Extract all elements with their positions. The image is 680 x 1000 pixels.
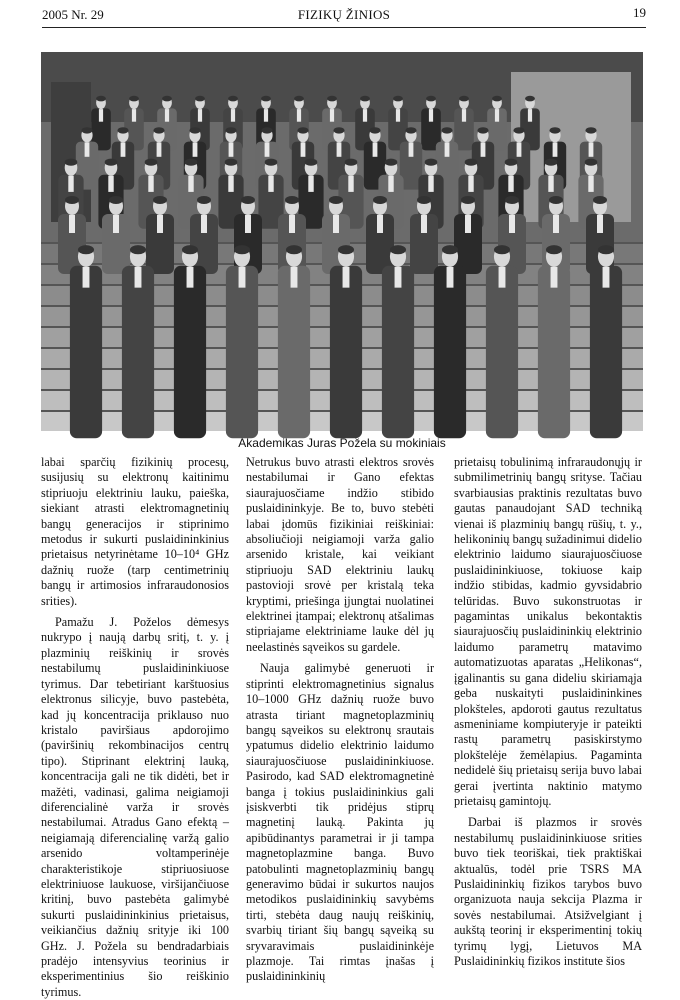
text-column-1 <box>41 455 229 999</box>
person-shirt <box>481 142 486 156</box>
person-shirt <box>108 176 113 192</box>
person-hair <box>185 159 198 166</box>
person-hair <box>81 127 92 133</box>
person-shirt <box>68 176 73 192</box>
person-shirt <box>597 215 603 233</box>
person-shirt <box>201 215 207 233</box>
person-shirt <box>187 267 194 288</box>
person-hair <box>297 127 308 133</box>
person-hair <box>546 245 562 254</box>
person-hair <box>425 159 438 166</box>
person-hair <box>129 96 139 102</box>
person-hair <box>305 159 318 166</box>
person-shirt <box>333 215 339 233</box>
person-shirt <box>297 109 301 122</box>
person-shirt <box>462 109 466 122</box>
person-hair <box>494 245 510 254</box>
photo-caption: Akademikas Juras Požela su mokiniais <box>238 436 446 450</box>
person-shirt <box>157 215 163 233</box>
person-hair <box>465 159 478 166</box>
person-shirt <box>588 176 593 192</box>
person-body <box>330 266 362 439</box>
person-hair <box>441 127 452 133</box>
person-body <box>434 266 466 439</box>
person-shirt <box>409 142 414 156</box>
paragraph: labai sparčių fizikinių procesų, susijusių su elektronų kaitinimu stipriuoju elektriniu lauku, paieška, siekiant atrasti elektromagnetinių bangų generacijos ir stiprinimo metodus ir sukurti puslaidininkinius prietaisus netyrinėtame 10–10⁴ GHz dažnių ruože (tarp centimetrinių bangų ir artimosios infraraudonosios srities). <box>41 455 229 608</box>
person-hair <box>225 159 238 166</box>
person-hair <box>117 127 128 133</box>
paragraph: Netrukus buvo atrasti elektros srovės nestabilumai ir Gano efektas siaurajuosčiame indžio stibido puslaidininkyje. Be to, buvo stebėti labai įdomūs fizikiniai reiškiniai: absoliučioji neigiamoji varža galio arsenido kristale, kai veikiant stipriuoju SAD elektriniu laukų pastovioji srovė per kristalą teka kryptimi, priešinga įjungtai nuolatinei elektrinei įtampai; elektronų atšalimas stipriajame elektriniame lauke dėl jų neelastinės sąveikos su gardele. <box>246 455 434 654</box>
person-shirt <box>447 267 454 288</box>
person-shirt <box>113 215 119 233</box>
person-shirt <box>132 109 136 122</box>
person-shirt <box>468 176 473 192</box>
person-shirt <box>528 109 532 122</box>
person-shirt <box>229 142 234 156</box>
person-hair <box>153 196 167 204</box>
person-shirt <box>553 215 559 233</box>
person-shirt <box>231 109 235 122</box>
person-shirt <box>135 267 142 288</box>
person-hair <box>525 96 535 102</box>
person-hair <box>189 127 200 133</box>
person-shirt <box>517 142 522 156</box>
person-hair <box>461 196 475 204</box>
person-body <box>122 266 154 439</box>
person-shirt <box>421 215 427 233</box>
person-shirt <box>337 142 342 156</box>
person-shirt <box>348 176 353 192</box>
person-hair <box>338 245 354 254</box>
person-shirt <box>245 215 251 233</box>
person-body <box>174 266 206 439</box>
person-shirt <box>148 176 153 192</box>
person-hair <box>65 159 78 166</box>
person-shirt <box>239 267 246 288</box>
person-hair <box>549 196 563 204</box>
group-photo <box>41 52 643 430</box>
person-hair <box>459 96 469 102</box>
person-shirt <box>509 215 515 233</box>
person-shirt <box>193 142 198 156</box>
paragraph: Nauja galimybė generuoti ir stiprinti elektromagnetinius signalus 10–1000 GHz dažnių ruože buvo atrasta tiriant magnetoplazminių bangų sąveikos su elektronų srautais ypatumus didelio elektrinio laidumo siaurajuosčiuose puslaidininkiuose. Pasirodo, kad SAD elektromagnetinė banga į tokius puslaidininkius gali įsiskverbti tik pridėjus stiprų magnetinį lauką. Pakinta jų apibūdinantys parametrai ir ji tampa magnetoplazmine banga. Buvo patobulinti magnetoplazminių bangų generavimo būdai ir sukurtos naujos metodikos puslaidininkių savybėms tirti, stebėta daug naujų reiškinių, svarbių tiriant šių bangų sąveiką su sryvaravimais puslaidininkėje plazmoje. Tai rimtas įnašas į puslaidininkinių <box>246 661 434 984</box>
person-hair <box>130 245 146 254</box>
person-hair <box>294 96 304 102</box>
person-shirt <box>165 109 169 122</box>
person-shirt <box>603 267 610 288</box>
person-shirt <box>99 109 103 122</box>
person-shirt <box>291 267 298 288</box>
person-shirt <box>121 142 126 156</box>
person-hair <box>505 196 519 204</box>
person-shirt <box>301 142 306 156</box>
person-hair <box>585 127 596 133</box>
person-hair <box>78 245 94 254</box>
person-shirt <box>428 176 433 192</box>
person-hair <box>345 159 358 166</box>
person-hair <box>333 127 344 133</box>
person-shirt <box>198 109 202 122</box>
person-hair <box>153 127 164 133</box>
person-hair <box>162 96 172 102</box>
person-shirt <box>429 109 433 122</box>
person-hair <box>393 96 403 102</box>
page-number: 19 <box>633 5 646 20</box>
person-shirt <box>343 267 350 288</box>
person-hair <box>241 196 255 204</box>
person-body <box>226 266 258 439</box>
running-header <box>42 6 646 24</box>
text-column-3 <box>454 455 642 968</box>
person-hair <box>442 245 458 254</box>
paragraph: Pamažu J. Poželos dėmesys nukrypo į naują darbų sritį, t. y. į plazminių reiškinių ir srovės nestabilumų puslaidininkiuose tyrimus. Dar tebetiriant karštuosius elektronus silicyje, buvo pastebėta, kad jų koncentracija priklauso nuo kristalo paviršiaus apdorojimo (paviršinių rekombinacijos centrų tipo). Stiprinant elektrinį lauką, koncentracija gali ne tik didėti, bet ir mažėti, vadinasi, galima neigiamoji diferencialinė varža ir srovės nestabilumai. Atradus Gano efektą – neigiamają diferencialinę varžą galio arsenido voltamperinėje charakteristikoje stipriuosiuose elektriniuose laukuose, viršijančiuose kritinį, buvo pastebėta galimybė sukurti puslaidininkinius prietaisus, veikiančius dažnių srityje iki 100 GHz. J. Požela su bendradarbiais pradėjo intensyvius teorinius ir eksperimentinius šio reiškinio tyrimus. <box>41 615 229 999</box>
person-shirt <box>188 176 193 192</box>
person-hair <box>360 96 370 102</box>
person-hair <box>492 96 502 102</box>
person-hair <box>593 196 607 204</box>
person-hair <box>477 127 488 133</box>
person-shirt <box>465 215 471 233</box>
person-hair <box>234 245 250 254</box>
person-hair <box>369 127 380 133</box>
person-shirt <box>264 109 268 122</box>
person-hair <box>545 159 558 166</box>
person-hair <box>265 159 278 166</box>
person-hair <box>105 159 118 166</box>
person-hair <box>385 159 398 166</box>
person-hair <box>285 196 299 204</box>
person-shirt <box>157 142 162 156</box>
person-hair <box>513 127 524 133</box>
person-shirt <box>395 267 402 288</box>
person-body <box>382 266 414 439</box>
person-shirt <box>553 142 558 156</box>
text-column-2 <box>246 455 434 984</box>
person-body <box>486 266 518 439</box>
journal-title: FIZIKŲ ŽINIOS <box>297 7 391 22</box>
person-shirt <box>85 142 90 156</box>
person-shirt <box>268 176 273 192</box>
person-shirt <box>508 176 513 192</box>
person-hair <box>96 96 106 102</box>
person-hair <box>261 96 271 102</box>
person-hair <box>390 245 406 254</box>
person-shirt <box>265 142 270 156</box>
person-hair <box>65 196 79 204</box>
person-hair <box>426 96 436 102</box>
person-hair <box>585 159 598 166</box>
person-body <box>590 266 622 439</box>
person-hair <box>327 96 337 102</box>
person-hair <box>228 96 238 102</box>
person-shirt <box>388 176 393 192</box>
person-shirt <box>330 109 334 122</box>
person-body <box>70 266 102 439</box>
person-hair <box>598 245 614 254</box>
person-shirt <box>83 267 90 288</box>
person-hair <box>417 196 431 204</box>
person-shirt <box>445 142 450 156</box>
person-shirt <box>589 142 594 156</box>
person-body <box>538 266 570 439</box>
person-hair <box>145 159 158 166</box>
person-shirt <box>377 215 383 233</box>
person-shirt <box>548 176 553 192</box>
person-hair <box>329 196 343 204</box>
person-body <box>278 266 310 439</box>
person-hair <box>405 127 416 133</box>
header-rule <box>42 27 646 28</box>
person-shirt <box>373 142 378 156</box>
person-shirt <box>363 109 367 122</box>
person-shirt <box>69 215 75 233</box>
person-hair <box>261 127 272 133</box>
person-hair <box>549 127 560 133</box>
person-hair <box>182 245 198 254</box>
person-hair <box>225 127 236 133</box>
person-shirt <box>228 176 233 192</box>
person-hair <box>505 159 518 166</box>
person-hair <box>109 196 123 204</box>
person-hair <box>373 196 387 204</box>
person-shirt <box>499 267 506 288</box>
person-shirt <box>289 215 295 233</box>
person-shirt <box>495 109 499 122</box>
paragraph: prietaisų tobulinimą infraraudonųjų ir submilimetrinių bangų srityse. Tačiau svarbiausias praktinis rezultatas buvo gautas panaudojant SAD techniką vienai iš plazminių bangų rūšių, t. y., helikoninių bangų sužadinimui didelio elektrinio laidumo siaurajuosčiuose puslaidininkiuose, tokiuose kaip indžio stibidas, kadmio gyvsidabrio telūridas. Buvo sukonstruotas ir pagamintas unikalus bekontaktis siaurajuosčių puslaidininkių elektrinio laidumo parametrų matavimo automatizuotas aparatas „Helikonas“, įgalinantis su gana dideliu skiriamąja geba nuskaityti puslaidininkines plokšteles, apdoroti gautus rezultatus asmeniniame kompiuteryje ir pateikti rastų parametrų pasiskirstymo plokštelėje žemėlapius. Pagaminta nedidelė šių prietaisų serija buvo labai gerai įvertinta naktinio matymo prietaisų gamintojų. <box>454 455 642 808</box>
issue-label: 2005 Nr. 29 <box>42 7 104 22</box>
group-photo-illustration <box>41 52 643 430</box>
person-shirt <box>396 109 400 122</box>
person-hair <box>286 245 302 254</box>
person-shirt <box>308 176 313 192</box>
person-hair <box>197 196 211 204</box>
person-hair <box>195 96 205 102</box>
person-shirt <box>551 267 558 288</box>
paragraph: Darbai iš plazmos ir srovės nestabilumų puslaidininkiuose srities buvo tiek teoriškai, tiek praktiškai aktualūs, todėl prie TSRS MA Puslaidininkių fizikos tarybos buvo organizuota nauja sekcija Plazma ir sovės nestabilumai. Atsižvelgiant į aukštą teorinį ir eksperimentinį tokių tyrimų lygį, Lietuvos MA Puslaidininkių fizikos institute šios <box>454 815 642 968</box>
